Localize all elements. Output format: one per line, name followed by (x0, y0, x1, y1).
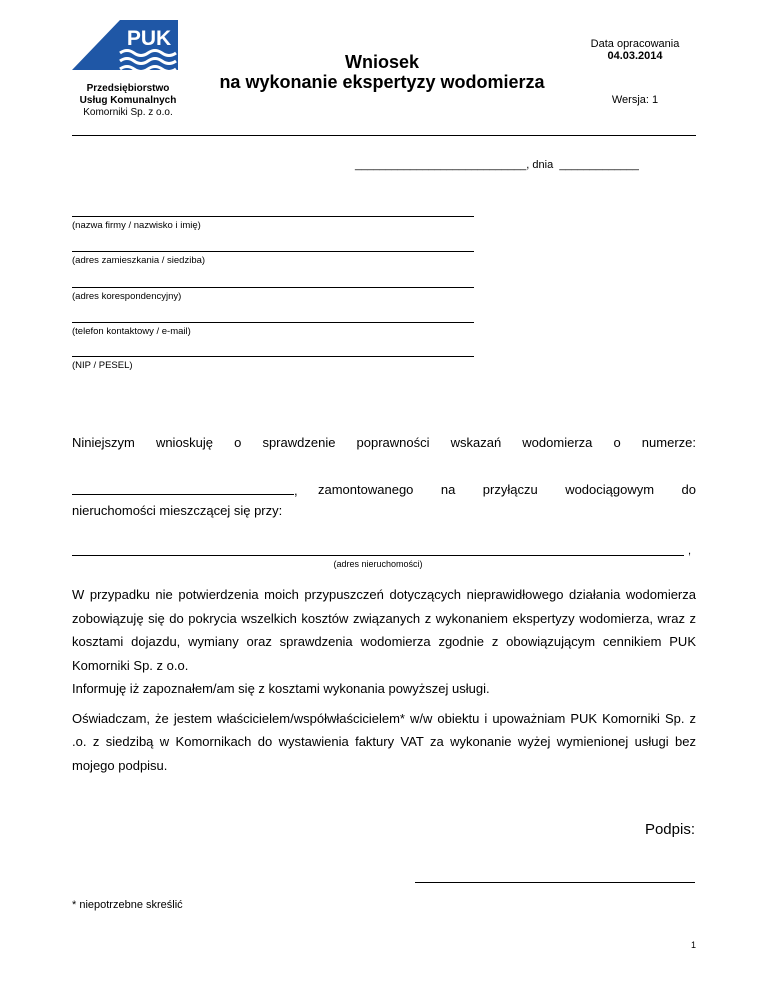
company-line-2: Usług Komunalnych (79, 95, 177, 106)
property-address-input-line[interactable] (72, 555, 684, 556)
title-line-1: Wniosek (344, 52, 419, 72)
contact-input-line[interactable] (72, 322, 474, 323)
address-comma: , (688, 545, 692, 557)
signature-line[interactable] (415, 882, 695, 883)
company-line-3: Komorniki Sp. z o.o. (83, 107, 173, 118)
correspondence-address-input-line[interactable] (72, 287, 474, 288)
request-line-3: nieruchomości mieszczącej się przy: (72, 503, 283, 518)
header-divider (72, 135, 696, 136)
contact-label: (telefon kontaktowy / e-mail) (72, 326, 191, 337)
company-name (72, 83, 184, 119)
company-name-input-line[interactable] (72, 216, 474, 217)
ownership-statement-paragraph: Oświadczam, że jestem właścicielem/współwłaścicielem* w/w obiektu i upoważniam PUK Komorniki Sp. z .o. z siedzibą w Komornikach do wystawienia faktury VAT za wykonanie wyżej wymienionej usługi bez mojego podpisu. (72, 710, 696, 773)
correspondence-address-label: (adres korespondencyjny) (72, 291, 182, 302)
property-address-label: (adres nieruchomości) (333, 559, 423, 569)
company-line-1: Przedsiębiorstwo (86, 83, 170, 94)
document-title (212, 52, 552, 92)
signature-label: Podpis: (644, 821, 695, 838)
company-logo (72, 20, 182, 85)
nip-pesel-input-line[interactable] (72, 356, 474, 357)
logo-triangle-shape (72, 20, 120, 70)
version-label: Wersja: 1 (611, 94, 659, 106)
logo-text: PUK (126, 27, 172, 50)
company-name-label: (nazwa firmy / nazwisko i imię) (72, 220, 201, 231)
residence-address-input-line[interactable] (72, 251, 474, 252)
place-date-field[interactable]: ____________________________, dnia _____________ (355, 159, 639, 171)
footnote: * niepotrzebne skreślić (72, 899, 183, 911)
title-line-2: na wykonanie ekspertyzy wodomierza (219, 72, 545, 92)
request-line-1: Niniejszym wnioskuję o sprawdzenie poprawności wskazań wodomierza o numerze: (72, 435, 696, 450)
date-label: Data opracowania (590, 38, 680, 50)
meter-number-input-line[interactable]: , (72, 477, 298, 495)
date-value: 04.03.2014 (607, 50, 663, 62)
date-block (560, 38, 710, 62)
residence-address-label: (adres zamieszkania / siedziba) (72, 255, 206, 266)
page-number: 1 (690, 940, 696, 950)
cost-obligation-paragraph: W przypadku nie potwierdzenia moich przypuszczeń dotyczących nieprawidłowego działania wodomierza zobowiązuję się do pokrycia wszelkich kosztów związanych z wykonaniem ekspertyzy wodomierza, wraz z kosztami dojazdu, wymiany oraz sprawdzenia wodomierza zgodnie z obowiązującym cennikiem PUK Komorniki Sp. z o.o. (72, 587, 696, 673)
nip-pesel-label: (NIP / PESEL) (72, 360, 133, 371)
request-line-2: zamontowanego na przyłączu wodociągowym do (318, 482, 696, 497)
declaration-text (72, 583, 696, 777)
cost-acknowledgement-paragraph: Informuję iż zapoznałem/am się z kosztami wykonania powyższej usługi. (72, 681, 490, 696)
